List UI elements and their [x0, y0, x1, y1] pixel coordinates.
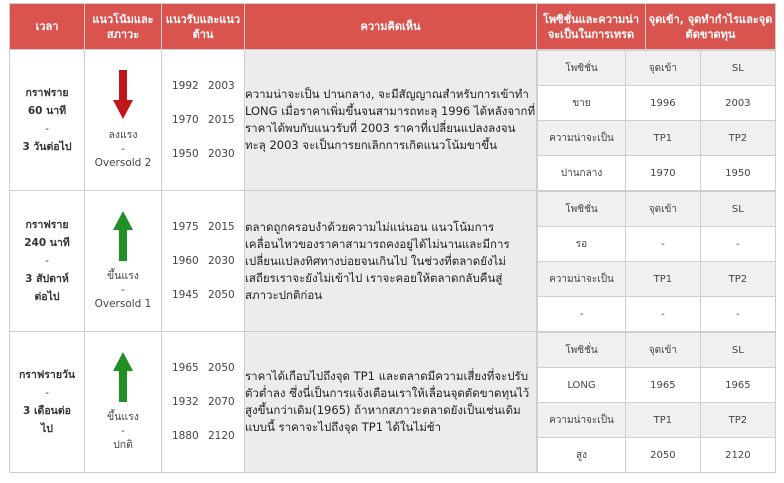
resistance-level: 2120: [208, 430, 235, 442]
level-pair: [162, 419, 244, 453]
position-row: [538, 51, 776, 86]
tp2-value: 1950: [700, 156, 775, 191]
level-pair: [162, 137, 244, 171]
timeframe-separator: -: [45, 123, 49, 135]
position-row: [538, 333, 776, 368]
level-pair: [162, 210, 244, 244]
tp2-value: 2120: [700, 438, 775, 473]
tp2-label: TP2: [700, 403, 775, 438]
resistance-level: 2050: [208, 362, 235, 374]
sl-label: SL: [700, 192, 775, 227]
sl-label: SL: [700, 51, 775, 86]
support-level: 1965: [172, 362, 199, 374]
timeframe-line: 60 นาที: [27, 105, 67, 117]
timeframe-line: 240 นาที: [24, 237, 70, 249]
header-time: เวลา: [10, 4, 85, 50]
position-label: โพซิชั่น: [538, 192, 626, 227]
entry-label: จุดเข้า: [626, 192, 701, 227]
trend-strength: ลงแรง: [108, 129, 138, 141]
support-level: 1950: [172, 148, 199, 160]
support-level: 1880: [172, 430, 199, 442]
position-table: [537, 332, 775, 472]
tp1-label: TP1: [626, 262, 701, 297]
trend-strength: ขึ้นแรง: [107, 411, 139, 423]
tp2-label: TP2: [700, 262, 775, 297]
sl-value: -: [700, 227, 775, 262]
down-arrow-icon: [112, 70, 134, 120]
tp1-value: 2050: [626, 438, 701, 473]
resistance-level: 2015: [208, 114, 235, 126]
probability-value: -: [538, 297, 626, 332]
entry-label: จุดเข้า: [626, 333, 701, 368]
resistance-level: 2030: [208, 255, 235, 267]
header-levels: แนวรับและแนวต้าน: [162, 4, 245, 50]
position-cell: [537, 332, 776, 473]
tp1-label: TP1: [626, 403, 701, 438]
trend-condition: Oversold 2: [94, 157, 152, 169]
probability-label: ความน่าจะเป็น: [538, 403, 626, 438]
position-value: ขาย: [538, 86, 626, 121]
position-table: [537, 191, 775, 331]
support-level: 1975: [172, 221, 199, 233]
resistance-level: 2050: [208, 289, 235, 301]
header-opinion: ความคิดเห็น: [245, 4, 537, 50]
level-pair: [162, 244, 244, 278]
tp1-value: -: [626, 297, 701, 332]
trend-separator: -: [121, 284, 125, 296]
level-pair: [162, 103, 244, 137]
position-row: [538, 192, 776, 227]
entry-value: 1965: [626, 368, 701, 403]
entry-value: -: [626, 227, 701, 262]
timeframe-cell: [10, 332, 85, 473]
tp2-label: TP2: [700, 121, 775, 156]
position-row: [538, 368, 776, 403]
position-row: [538, 403, 776, 438]
timeframe-line: กราฟรายวัน: [18, 369, 76, 381]
tp1-value: 1970: [626, 156, 701, 191]
trading-plan-table: [9, 3, 776, 473]
entry-value: 1996: [626, 86, 701, 121]
opinion-text: ความน่าจะเป็น ปานกลาง, จะมีสัญญาณสำหรับการเข้าทำ LONG เมื่อราคาเพิ่มขึ้นจนสามารถทะลุ 1996 ได้หลังจากที่ราคาได้พบกับแนวรับที่ 2003 ราคาที่เปลี่ยนแปลงลงจนทะลุ 2003 จะเป็นการยกเลิกการเกิดแนวโน้มขาขึ้น: [245, 50, 537, 191]
timeframe-separator: -: [45, 387, 49, 399]
trend-condition: Oversold 1: [94, 298, 152, 310]
position-value: LONG: [538, 368, 626, 403]
timeframe-line: ไป: [41, 423, 53, 435]
trend-cell: [85, 50, 162, 191]
probability-value: สูง: [538, 438, 626, 473]
sl-value: 2003: [700, 86, 775, 121]
table-row: [10, 332, 776, 473]
support-level: 1960: [172, 255, 199, 267]
sl-label: SL: [700, 333, 775, 368]
header-entry-tp-sl: จุดเข้า, จุดทำกำไรและจุดตัดขาดทุน: [646, 4, 776, 50]
up-arrow-icon: [112, 211, 134, 261]
level-pair: [162, 385, 244, 419]
position-table: [537, 50, 775, 190]
position-label: โพซิชั่น: [538, 333, 626, 368]
header-row: [10, 4, 776, 50]
resistance-level: 2003: [208, 80, 235, 92]
timeframe-line: กราฟราย: [25, 219, 69, 231]
trend-condition: ปกติ: [113, 439, 133, 451]
trend-separator: -: [121, 425, 125, 437]
up-arrow-icon: [112, 352, 134, 402]
position-row: [538, 227, 776, 262]
timeframe-cell: [10, 191, 85, 332]
resistance-level: 2015: [208, 221, 235, 233]
trend-strength: ขึ้นแรง: [107, 270, 139, 282]
trend-cell: [85, 332, 162, 473]
probability-value: ปานกลาง: [538, 156, 626, 191]
resistance-level: 2030: [208, 148, 235, 160]
header-position: โพซิชั่นและความน่าจะเป็นในการเทรด: [537, 4, 646, 50]
resistance-level: 2070: [208, 396, 235, 408]
probability-label: ความน่าจะเป็น: [538, 262, 626, 297]
position-row: [538, 86, 776, 121]
level-pair: [162, 278, 244, 312]
table-row: [10, 50, 776, 191]
support-level: 1992: [172, 80, 199, 92]
levels-cell: [162, 191, 245, 332]
opinion-text: ราคาได้เกือบไปถึงจุด TP1 และตลาดมีความเสี่ยงที่จะปรับตัวต่ำลง ซึ่งนี่เป็นการแจ้งเตือนเราให้เลื่อนจุดตัดขาดทุนไว้สูงขึ้นกว่าเดิม(1965) ถ้าหากสภาวะตลาดยังเป็นเช่นเดิมแบบนี้ ราคาจะไปถึงจุด TP1 ได้ในไม่ช้า: [245, 332, 537, 473]
position-cell: [537, 50, 776, 191]
support-level: 1970: [172, 114, 199, 126]
trend-cell: [85, 191, 162, 332]
position-row: [538, 297, 776, 332]
position-row: [538, 156, 776, 191]
levels-cell: [162, 332, 245, 473]
level-pair: [162, 351, 244, 385]
opinion-text: ตลาดถูกครอบงำด้วยความไม่แน่นอน แนวโน้มการเคลื่อนไหวของราคาสามารถคงอยู่ได้ไม่นานและมีการเปลี่ยนแปลงทิศทางบ่อยจนเกินไป ในช่วงที่ตลาดยังไม่เสถียรเราจะยังไม่เข้าไป เราจะคอยให้ตลาดกลับคืนสู่สภาวะปกติก่อน: [245, 191, 537, 332]
tp1-label: TP1: [626, 121, 701, 156]
header-trend: แนวโน้มและสภาวะ: [85, 4, 162, 50]
position-row: [538, 262, 776, 297]
position-label: โพซิชั่น: [538, 51, 626, 86]
timeframe-line: 3 สัปดาห์: [25, 273, 69, 285]
levels-cell: [162, 50, 245, 191]
level-pair: [162, 69, 244, 103]
entry-label: จุดเข้า: [626, 51, 701, 86]
sl-value: 1965: [700, 368, 775, 403]
trend-separator: -: [121, 143, 125, 155]
support-level: 1945: [172, 289, 199, 301]
table-row: [10, 191, 776, 332]
timeframe-line: 3 เดือนต่อ: [23, 405, 71, 417]
timeframe-line: กราฟราย: [25, 87, 69, 99]
timeframe-line: ต่อไป: [34, 291, 60, 303]
timeframe-cell: [10, 50, 85, 191]
position-row: [538, 121, 776, 156]
timeframe-separator: -: [45, 255, 49, 267]
tp2-value: -: [700, 297, 775, 332]
support-level: 1932: [172, 396, 199, 408]
probability-label: ความน่าจะเป็น: [538, 121, 626, 156]
position-row: [538, 438, 776, 473]
timeframe-line: 3 วันต่อไป: [22, 141, 72, 153]
position-value: รอ: [538, 227, 626, 262]
position-cell: [537, 191, 776, 332]
